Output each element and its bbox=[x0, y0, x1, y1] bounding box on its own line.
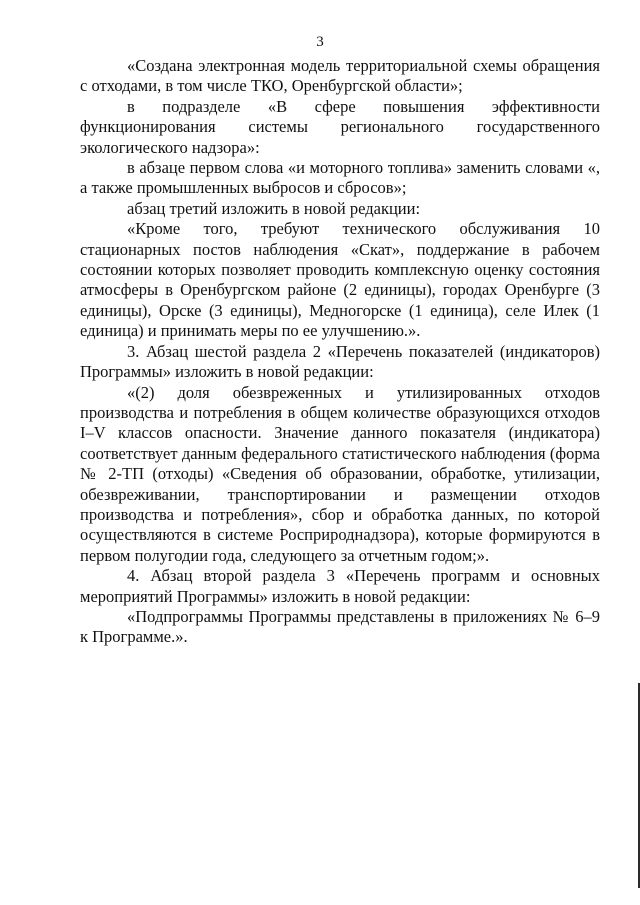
paragraph-item-3: 3. Абзац шестой раздела 2 «Перечень показателей (индикаторов) Программы» изложить в новой редакции: bbox=[80, 341, 600, 382]
paragraph-subprograms-quote: «Подпрограммы Программы представлены в приложениях № 6–9 к Программе.». bbox=[80, 606, 600, 647]
paragraph-item-4: 4. Абзац второй раздела 3 «Перечень программ и основных мероприятий Программы» изложить в новой редакции: bbox=[80, 566, 600, 606]
document-body bbox=[80, 56, 600, 648]
paragraph-subsection-intro: в подразделе «В сфере повышения эффективности функционирования системы регионального государственного экологического надзора»: bbox=[80, 96, 600, 157]
paragraph-waste-indicator-quote: «(2) доля обезвреженных и утилизированных отходов производства и потребления в общем количестве образующихся отходов I–V классов опасности. Значение данного показателя (индикатора) соответствует данным федерального статистического наблюдения (форма № 2-ТП (отходы) «Сведения об образовании, обработке, утилизации, обезвреживании, транспортировании и размещении отходов производства и потребления», сбор и обработка данных, по которой осуществляются в системе Росприроднадзора), которые формируются в первом полугодии года, следующего за отчетным годом;». bbox=[80, 382, 600, 565]
paragraph-third-intro: абзац третий изложить в новой редакции: bbox=[127, 198, 421, 218]
paragraph-replace-words: в абзаце первом слова «и моторного топлива» заменить словами «, а также промышленных выбросов и сбросов»; bbox=[80, 158, 600, 198]
paragraph-skat-posts-quote: «Кроме того, требуют технического обслуживания 10 стационарных постов наблюдения «Скат», поддержание в рабочем состоянии которых позволяет проводить комплексную оценку состояния атмосферы в Оренбургском районе (2 единицы), городах Оренбурге (3 единицы), Орске (3 единицы), Медногорске (1 единица), селе Илек (1 единица) и принимать меры по ее улучшению.». bbox=[80, 219, 600, 341]
page-number: 3 bbox=[316, 34, 324, 50]
paragraph-ecomodel-quote: «Создана электронная модель территориальной схемы обращения с отходами, в том числе ТКО, Оренбургской области»; bbox=[80, 56, 600, 96]
